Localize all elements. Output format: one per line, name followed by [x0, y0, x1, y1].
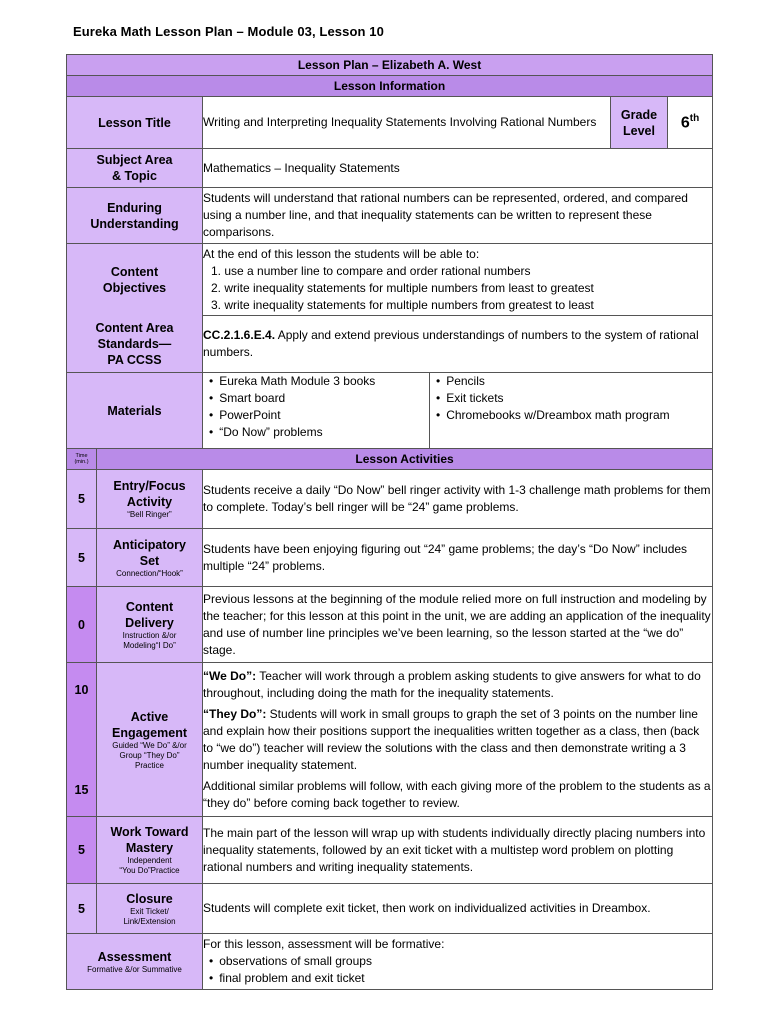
material-item: • Pencils [436, 373, 712, 390]
enduring-label-line2: Understanding [90, 216, 179, 231]
we-do-label: “We Do”: [203, 668, 257, 683]
grade-level-label [611, 97, 668, 149]
materials-list-1 [203, 373, 429, 441]
material-item: • Smart board [209, 390, 429, 407]
anticipatory-set-label [97, 529, 203, 587]
active-engagement-label [97, 663, 203, 817]
enduring-label-line1: Enduring [107, 200, 162, 215]
subject-label-line2: & Topic [112, 169, 157, 183]
closure-label [97, 884, 203, 934]
they-do-paragraph [203, 706, 712, 774]
they-do-label: “They Do”: [203, 706, 267, 721]
content-delivery-sublabel-2: Modeling“I Do” [123, 640, 176, 650]
content-delivery-sublabel-1: Instruction &/or [122, 630, 177, 640]
materials-column-1 [203, 373, 430, 449]
subject-label-line1: Subject Area [96, 153, 173, 167]
mastery-label-line1: Work Toward [110, 825, 189, 839]
closure-sublabel-2: Link/Extension [123, 916, 176, 926]
grade-label-line2: Level [623, 123, 655, 138]
anticipatory-sublabel: Connection/“Hook” [116, 568, 183, 578]
material-item: • “Do Now” problems [209, 424, 429, 441]
closure-sublabel-1: Exit Ticket/ [130, 906, 169, 916]
additional-paragraph: Additional similar problems will follow, with each giving more of the problem to the students as a “they do” before coming back together to review. [203, 778, 711, 810]
engagement-sublabel-3: Practice [135, 760, 164, 770]
standards-label-line2: Standards— [97, 336, 172, 351]
entry-time: 5 [67, 470, 97, 529]
assessment-list [203, 953, 712, 987]
engagement-time-2: 15 [74, 782, 89, 797]
objectives-label-line1: Content [110, 264, 159, 279]
material-item: • Chromebooks w/Dreambox math program [436, 407, 712, 424]
content-delivery-label [97, 587, 203, 663]
assessment-value [203, 934, 713, 990]
material-item: • PowerPoint [209, 407, 429, 424]
material-item: • Exit tickets [436, 390, 712, 407]
enduring-understanding-value: Students will understand that rational numbers can be represented, ordered, and compared using a number line, and that inequality statements can be written to represent these comparisons. [203, 188, 713, 244]
we-do-text: Teacher will work through a problem asking students to give answers for what to do throughout, including doing the math for the inequality statements. [203, 668, 701, 700]
active-engagement-value [203, 663, 713, 817]
subject-area-value: Mathematics – Inequality Statements [203, 149, 713, 188]
assessment-intro: For this lesson, assessment will be formative: [203, 937, 445, 951]
assessment-item: • observations of small groups [209, 953, 712, 970]
entry-focus-value: Students receive a daily “Do Now” bell ringer activity with 1-3 challenge math problems for them to complete. Today’s bell ringer will be “24” game problems. [203, 470, 713, 529]
standards-code: CC.2.1.6.E.4. [203, 328, 276, 342]
materials-column-2 [430, 373, 713, 449]
engagement-time-split [67, 675, 96, 805]
content-objectives-label [67, 244, 203, 316]
standards-label-line3: PA CCSS [107, 352, 162, 367]
anticipatory-label-line2: Set [139, 553, 160, 568]
work-toward-mastery-value: The main part of the lesson will wrap up with students individually directly placing numbers into inequality statements, followed by an exit ticket with a multistep word problem on plotting rational numbers and writing inequality statements. [203, 817, 713, 884]
engagement-time [67, 663, 97, 817]
objectives-label-line2: Objectives [102, 280, 167, 295]
materials-label: Materials [67, 373, 203, 449]
anticipatory-label-line1: Anticipatory [113, 537, 186, 552]
lesson-plan-table [66, 54, 713, 990]
content-delivery-label-line2: Delivery [125, 615, 174, 630]
lesson-activities-header: Lesson Activities [97, 449, 713, 470]
material-item: • Eureka Math Module 3 books [209, 373, 429, 390]
closure-value: Students will complete exit ticket, then work on individualized activities in Dreambox. [203, 884, 713, 934]
they-do-text: Students will work in small groups to graph the set of 3 points on the number line and explain how their positions support the inequalities written together as a class, then (back to “we do”) teacher will review the solutions with the class and then demonstrate writing a 3 number inequality statement. [203, 706, 700, 772]
entry-sublabel: “Bell Ringer” [127, 510, 172, 519]
time-label-line1: Time [75, 453, 88, 459]
mastery-sublabel-1: Independent [127, 856, 172, 865]
assessment-item: • final problem and exit ticket [209, 970, 712, 987]
assessment-sublabel: Formative &/or Summative [87, 964, 182, 974]
materials-list-2 [430, 373, 712, 424]
content-objectives-value [203, 244, 713, 316]
standards-text: Apply and extend previous understandings of numbers to the system of rational numbers. [203, 328, 699, 359]
content-delivery-time: 0 [67, 587, 97, 663]
engagement-sublabel-2: Group “They Do” [119, 750, 180, 760]
document-title: Eureka Math Lesson Plan – Module 03, Lesson 10 [73, 24, 384, 39]
closure-label-line1: Closure [126, 891, 173, 906]
objectives-intro: At the end of this lesson the students will be able to: [203, 246, 480, 261]
objective-item: 2. write inequality statements for multiple numbers from least to greatest [211, 280, 594, 295]
engagement-label-line1: Active [130, 709, 169, 724]
objectives-list [203, 263, 712, 314]
engagement-time-1: 10 [74, 682, 89, 697]
mastery-label-line2: Mastery [125, 841, 174, 855]
time-column-header [67, 449, 97, 470]
grade-label-line1: Grade [620, 107, 658, 122]
anticipatory-set-value: Students have been enjoying figuring out “24” game problems; the day’s “Do Now” includes multiple “24” problems. [203, 529, 713, 587]
content-standards-label [67, 316, 203, 373]
mastery-sublabel-2: “You Do”Practice [119, 866, 180, 875]
subject-area-label [67, 149, 203, 188]
content-delivery-label-line1: Content [125, 599, 174, 614]
assessment-label [67, 934, 203, 990]
standards-label-line1: Content Area [95, 320, 174, 335]
grade-level-value [668, 97, 713, 149]
entry-label-line1: Entry/Focus [113, 479, 186, 493]
objective-item: 3. write inequality statements for multiple numbers from greatest to least [211, 297, 594, 312]
enduring-understanding-label [67, 188, 203, 244]
time-label-line2: (min.) [74, 459, 89, 465]
entry-label-line2: Activity [126, 495, 173, 509]
lesson-title-value: Writing and Interpreting Inequality Statements Involving Rational Numbers [203, 97, 611, 149]
entry-focus-label [97, 470, 203, 529]
closure-time: 5 [67, 884, 97, 934]
mastery-time: 5 [67, 817, 97, 884]
lesson-information-header: Lesson Information [67, 76, 713, 97]
assessment-label-line1: Assessment [97, 949, 172, 964]
plan-title: Lesson Plan – Elizabeth A. West [67, 55, 713, 76]
we-do-paragraph [203, 668, 712, 702]
anticipatory-time: 5 [67, 529, 97, 587]
content-delivery-value: Previous lessons at the beginning of the module relied more on full instruction and modeling by the teacher; for this lesson at this point in the unit, we are adding an application of the inequality and use of number line principles we’ve been learning, so the lesson started at the “we do” stage. [203, 587, 713, 663]
content-standards-value [203, 316, 713, 373]
lesson-title-label: Lesson Title [67, 97, 203, 149]
objective-item: 1. use a number line to compare and order rational numbers [211, 263, 531, 278]
work-toward-mastery-label [97, 817, 203, 884]
grade-number: 6 [680, 114, 690, 132]
grade-suffix: th [689, 112, 700, 124]
engagement-sublabel-1: Guided “We Do” &/or [112, 740, 187, 750]
engagement-label-line2: Engagement [111, 725, 187, 740]
